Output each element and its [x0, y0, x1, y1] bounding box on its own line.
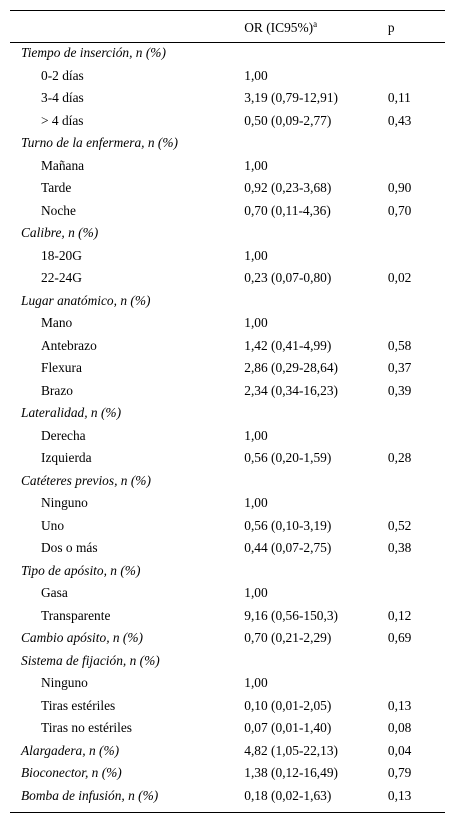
p-value: 0,28 [387, 450, 412, 466]
table-row [10, 695, 445, 718]
category-label: Brazo [41, 382, 73, 398]
or-ci-value: 4,82 (1,05-22,13) [244, 742, 338, 758]
or-ci-value: 1,00 [244, 67, 268, 83]
p-value [388, 650, 445, 673]
category-label: 0-2 días [41, 67, 84, 83]
category-label: Ninguno [41, 675, 88, 691]
table-row-section [10, 762, 445, 785]
table-row-section [10, 290, 445, 313]
or-ci-value: 0,56 (0,10-3,19) [244, 517, 332, 533]
p-value: 0,90 [387, 180, 412, 196]
header-p: p [387, 19, 395, 35]
p-value [388, 290, 445, 313]
category-label: Tiras no estériles [41, 720, 133, 736]
category-label: 18-20G [41, 247, 82, 263]
category-label: Mañana [41, 157, 85, 173]
table-row [10, 312, 445, 335]
p-value [388, 470, 445, 493]
category-label: Tiras estériles [41, 697, 116, 713]
section-label: Tiempo de inserción, n (%) [21, 45, 166, 61]
p-value: 0,43 [387, 112, 412, 128]
table-bottom-rule [10, 812, 445, 813]
table-row [10, 717, 445, 740]
or-ci-value [244, 42, 388, 65]
p-value: 0,79 [387, 765, 412, 781]
category-label: Izquierda [41, 450, 92, 466]
or-ci-value: 2,34 (0,34-16,23) [244, 382, 338, 398]
table-row [10, 515, 445, 538]
table-row [10, 87, 445, 110]
category-label: Derecha [41, 427, 86, 443]
table-row [10, 65, 445, 88]
header-row [10, 11, 445, 42]
or-ci-value: 0,18 (0,02-1,63) [244, 787, 332, 803]
section-label: Alargadera, n (%) [21, 742, 120, 758]
table-row [10, 357, 445, 380]
or-ci-value: 0,70 (0,11-4,36) [244, 202, 331, 218]
section-label: Calibre, n (%) [21, 225, 99, 241]
section-label: Tipo de apósito, n (%) [21, 562, 141, 578]
p-value: 0,52 [387, 517, 412, 533]
p-value: 0,04 [387, 742, 412, 758]
p-value: 0,08 [387, 720, 412, 736]
category-label: Mano [41, 315, 73, 331]
category-label: 22-24G [41, 270, 82, 286]
table-row-section [10, 650, 445, 673]
p-value: 0,12 [387, 607, 412, 623]
or-ci-value [244, 402, 388, 425]
p-value: 0,69 [387, 630, 412, 646]
p-value [388, 402, 445, 425]
or-ci-value: 0,50 (0,09-2,77) [244, 112, 332, 128]
p-value: 0,02 [387, 270, 412, 286]
section-label: Turno de la enfermera, n (%) [21, 135, 178, 151]
header-or [244, 11, 388, 42]
or-ci-value [244, 290, 388, 313]
header-variable [10, 11, 244, 42]
or-ci-value: 0,23 (0,07-0,80) [244, 270, 332, 286]
p-value: 0,13 [387, 697, 412, 713]
section-label: Bomba de infusión, n (%) [21, 787, 159, 803]
category-label: Flexura [41, 360, 82, 376]
table-row [10, 537, 445, 560]
or-ci-value: 0,10 (0,01-2,05) [244, 697, 332, 713]
p-value [388, 312, 445, 335]
section-label: Cambio apósito, n (%) [21, 630, 143, 646]
table-row [10, 267, 445, 290]
table-row-section [10, 785, 445, 808]
table-row-section [10, 42, 445, 65]
or-ci-value: 0,07 (0,01-1,40) [244, 720, 332, 736]
or-ci-value: 0,92 (0,23-3,68) [244, 180, 332, 196]
or-ci-value: 1,42 (0,41-4,99) [244, 337, 332, 353]
or-ci-value [244, 222, 388, 245]
table-row-section [10, 470, 445, 493]
or-ci-value: 1,00 [244, 675, 268, 691]
or-ci-value: 0,44 (0,07-2,75) [244, 540, 332, 556]
or-ci-value: 1,00 [244, 247, 268, 263]
category-label: 3-4 días [41, 90, 84, 106]
table-body [10, 42, 445, 807]
or-ci-value: 9,16 (0,56-150,3) [244, 607, 338, 623]
table-row [10, 672, 445, 695]
or-ci-value: 1,00 [244, 315, 268, 331]
or-ci-value [244, 650, 388, 673]
category-label: Noche [41, 202, 76, 218]
p-value [388, 492, 445, 515]
or-ci-value: 1,00 [244, 157, 268, 173]
table-row [10, 380, 445, 403]
or-ci-value: 0,70 (0,21-2,29) [244, 630, 332, 646]
or-ci-value: 1,00 [244, 585, 268, 601]
p-value [388, 65, 445, 88]
or-ci-value [244, 470, 388, 493]
or-ci-value: 1,38 (0,12-16,49) [244, 765, 338, 781]
table-row [10, 245, 445, 268]
category-label: Gasa [41, 585, 68, 601]
table-row [10, 492, 445, 515]
header-or-label: OR (IC95%) [244, 19, 314, 35]
table-header [10, 11, 445, 42]
category-label: Ninguno [41, 495, 88, 511]
p-value [388, 560, 445, 583]
p-value [388, 425, 445, 448]
p-value [388, 132, 445, 155]
category-label: Tarde [41, 180, 72, 196]
p-value [388, 42, 445, 65]
p-value: 0,13 [387, 787, 412, 803]
table-row-section [10, 132, 445, 155]
category-label: Transparente [41, 607, 111, 623]
category-label: > 4 días [41, 112, 84, 128]
table-row-section [10, 222, 445, 245]
or-ci-value [244, 132, 388, 155]
table-row-section [10, 627, 445, 650]
header-or-footnote-mark: a [313, 18, 318, 29]
table-row [10, 177, 445, 200]
p-value [388, 222, 445, 245]
category-label: Dos o más [41, 540, 98, 556]
p-value: 0,37 [387, 360, 412, 376]
p-value: 0,38 [387, 540, 412, 556]
section-label: Bioconector, n (%) [21, 765, 122, 781]
p-value: 0,11 [387, 90, 411, 106]
table-row [10, 200, 445, 223]
p-value: 0,58 [387, 337, 412, 353]
category-label: Antebrazo [41, 337, 97, 353]
table-row [10, 155, 445, 178]
section-label: Sistema de fijación, n (%) [21, 652, 160, 668]
or-ci-value: 1,00 [244, 495, 268, 511]
p-value [388, 245, 445, 268]
p-value: 0,39 [387, 382, 412, 398]
section-label: Lateralidad, n (%) [21, 405, 122, 421]
p-value [388, 672, 445, 695]
table-row [10, 605, 445, 628]
section-label: Catéteres previos, n (%) [21, 472, 151, 488]
p-value [388, 155, 445, 178]
table-row [10, 447, 445, 470]
table-row-section [10, 740, 445, 763]
table-row [10, 582, 445, 605]
odds-ratio-table [10, 11, 445, 807]
table-row-section [10, 402, 445, 425]
or-ci-value: 1,00 [244, 427, 268, 443]
or-ci-value: 0,56 (0,20-1,59) [244, 450, 332, 466]
category-label: Uno [41, 517, 65, 533]
or-ci-value: 3,19 (0,79-12,91) [244, 90, 338, 106]
or-ci-value: 2,86 (0,29-28,64) [244, 360, 338, 376]
table-row [10, 335, 445, 358]
section-label: Lugar anatómico, n (%) [21, 292, 151, 308]
table-row [10, 110, 445, 133]
p-value [388, 582, 445, 605]
table-row [10, 425, 445, 448]
table-row-section [10, 560, 445, 583]
p-value: 0,70 [387, 202, 412, 218]
or-ci-value [244, 560, 388, 583]
